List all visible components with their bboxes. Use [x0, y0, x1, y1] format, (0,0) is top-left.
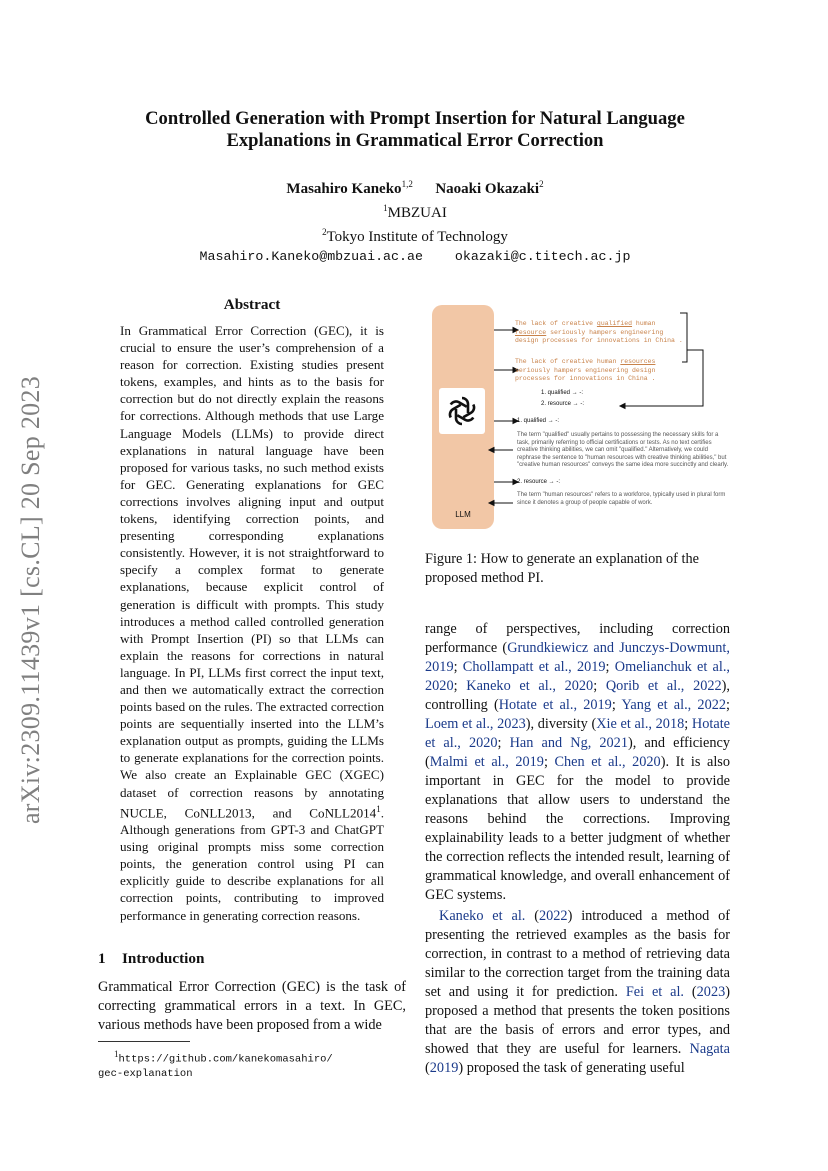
section-number: 1 [98, 949, 106, 967]
abstract-body [120, 322, 384, 924]
affiliation-1-mark: 1 [383, 203, 388, 213]
footnote [98, 1047, 408, 1081]
citation[interactable]: Han and Ng, 2021 [509, 735, 628, 751]
affiliation-1: MBZUAI [387, 205, 447, 221]
abstract-heading: Abstract [223, 296, 281, 313]
edit-item-1: 1. qualified → -: [541, 390, 584, 396]
abstract-text: In Grammatical Error Correction (GEC), it is crucial to ensure the user’s comprehension of a reason for correction. Existing studies present tokens, examples, and hints as to the basis for correction but do not directly explain the reasons for corrections. Although methods that use Large Language Models (LLMs) to provide direct explanations in natural language have been proposed for various tasks, no such method exists for GEC. Generating explanations for GEC corrections involves aligning input and output tokens, identifying correction points, and presenting corresponding explanations consistently. However, it is not straightforward to specify a complex format to generate explanations, because explicit control of generation is difficult with prompts. This study introduces a method called controlled generation with Prompt Insertion (PI) so that LLMs can explain the reasons for corrections in natural language. In PI, LLMs first correct the input text, and then we automatically extract the correction points based on the rules. The extracted correction points are sequentially inserted into the LLM’s explanation output as prompts, guiding the LLMs to generate explanations for the correction points. We also create an Explainable GEC (XGEC) dataset of correction reasons by annotating NUCLE, CoNLL2013, and CoNLL2014 [120, 323, 384, 820]
author-block [95, 175, 735, 266]
affiliation-2: Tokyo Institute of Technology [326, 229, 508, 245]
email-2[interactable]: okazaki@c.titech.ac.jp [454, 249, 631, 264]
title-line-1: Controlled Generation with Prompt Insertion for Natural Language [145, 108, 685, 129]
explanation-2-body: The term "human resources" refers to a workforce, typically used in plural form since it denotes a group of people capable of work. [517, 492, 726, 506]
author-2-affil: 2 [539, 179, 544, 189]
intro-paragraph-2: Kaneko et al. (2022) introduced a method of presenting the retrieved examples as the basis for correction, in contrast to a method of retrieving data similar to the correction target from the training data set and using it for prediction. Fei et al. (2023) proposed a method that presents the token positions that are the basis of errors and error types, and showed that they are useful for learners. Nagata (2019) proposed the task of generating useful [425, 908, 730, 1076]
abstract-text-end: . Although generations from GPT-3 and ChatGPT using original prompts miss some correction points, the generation control using PI can explicitly guide to describe explanations for all correction points, contributing to improved performance in generating correction reasons. [120, 804, 384, 923]
author-1: Masahiro Kaneko [286, 181, 402, 197]
right-column [425, 620, 730, 1078]
citation[interactable]: Loem et al., 2023 [425, 716, 526, 732]
author-1-affil: 1,2 [401, 179, 413, 189]
affiliation-2-mark: 2 [322, 227, 327, 237]
section-title: Introduction [122, 949, 205, 967]
explanation-1-body: The term "qualified" usually pertains to possessing the necessary skills for a task, primarily referring to official certifications or tests. As no text certifies creative thinking abilities, we can omit "qualified." Alternatively, we could rephrase the sentence to "human resources with creative thinking abilities," but "creative human resources" conveys the same idea more succinctly and clearly. [517, 432, 729, 468]
figure-1 [425, 300, 730, 532]
footnote-rule [98, 1041, 190, 1042]
citation[interactable]: Hotate et al., 2020 [425, 716, 731, 751]
citation[interactable]: Hotate et al., 2019 [498, 697, 612, 713]
citation[interactable]: Nagata [689, 1041, 730, 1057]
footnote-link-1[interactable]: https://github.com/kanekomasahiro/ [118, 1053, 333, 1066]
edit-list [541, 390, 584, 408]
citation[interactable]: Chen et al., 2020 [554, 754, 661, 770]
author-2: Naoaki Okazaki [435, 181, 540, 197]
citation-year[interactable]: 2022 [538, 908, 568, 924]
citation-year[interactable]: 2019 [429, 1060, 459, 1076]
arxiv-stamp-text: arXiv:2309.11439v1 [cs.CL] 20 Sep 2023 [16, 375, 45, 825]
intro-paragraph: Grammatical Error Correction (GEC) is the task of correcting grammatical errors in a text. In GEC, various methods have been proposed from a wide [98, 978, 406, 1033]
footnote-link-2[interactable]: gec-explanation [98, 1067, 193, 1080]
citation-year[interactable]: 2023 [696, 984, 726, 1000]
email-1[interactable]: Masahiro.Kaneko@mbzuai.ac.ae [199, 249, 423, 264]
footnote-mark: 1 [114, 1049, 119, 1059]
citation[interactable]: Chollampatt et al., 2019 [462, 659, 606, 675]
citation[interactable]: Kaneko et al., 2020 [466, 678, 594, 694]
left-column [98, 296, 406, 1035]
citation[interactable]: Xie et al., 2018 [596, 716, 685, 732]
intro-paragraph-1: range of perspectives, including correction performance (Grundkiewicz and Junczys-Dowmunt, 2019; Chollampatt et al., 2019; Omelianchuk et al., 2020; Kaneko et al., 2020; Qorib et al., 2022), controlling (Hotate et al., 2019; Yang et al., 2022; Loem et al., 2023), diversity (Xie et al., 2018; Hotate et al., 2020; Han and Ng, 2021), and efficiency (Malmi et al., 2019; Chen et al., 2020). It is also important in GEC for the model to provide explanations that allow users to understand the reasons behind the corrections. Improving explainability leads to a better judgment of whether the correction reflects the intended result, learning of grammatical knowledge, and overall enhancement of GEC systems. [425, 621, 731, 903]
citation[interactable]: Malmi et al., 2019 [429, 754, 544, 770]
citation[interactable]: Kaneko et al. [439, 908, 526, 924]
title-line-2: Explanations in Grammatical Error Correction [226, 130, 604, 151]
paper-title [95, 108, 735, 152]
figure-caption: Figure 1: How to generate an explanation of the proposed method PI. [425, 551, 699, 586]
citation[interactable]: Omelianchuk et al., 2020 [425, 659, 731, 694]
citation[interactable]: Grundkiewicz and Junczys-Dowmunt, 2019 [425, 640, 730, 675]
arxiv-stamp [16, 350, 46, 850]
footnote-ref[interactable]: 1 [376, 803, 381, 814]
edit-item-2: 2. resource → -: [541, 400, 585, 407]
citation[interactable]: Qorib et al., 2022 [605, 678, 722, 694]
llm-label: LLM [455, 510, 471, 519]
explanation-1-head: 1. qualified → -: [517, 418, 560, 424]
explanation-2-head: 2. resource → -: [517, 479, 561, 485]
intro-left-text [98, 978, 406, 1035]
citation[interactable]: Fei et al. [625, 984, 685, 1000]
corrected-sentence: The lack of creative human resources seriously hampers engineering design processes for innovations in China . [515, 358, 656, 382]
section-heading [98, 950, 406, 968]
source-sentence: The lack of creative qualified human resource seriously hampers engineering design processes for innovations in China . [515, 320, 683, 344]
citation[interactable]: Yang et al., 2022 [621, 697, 727, 713]
